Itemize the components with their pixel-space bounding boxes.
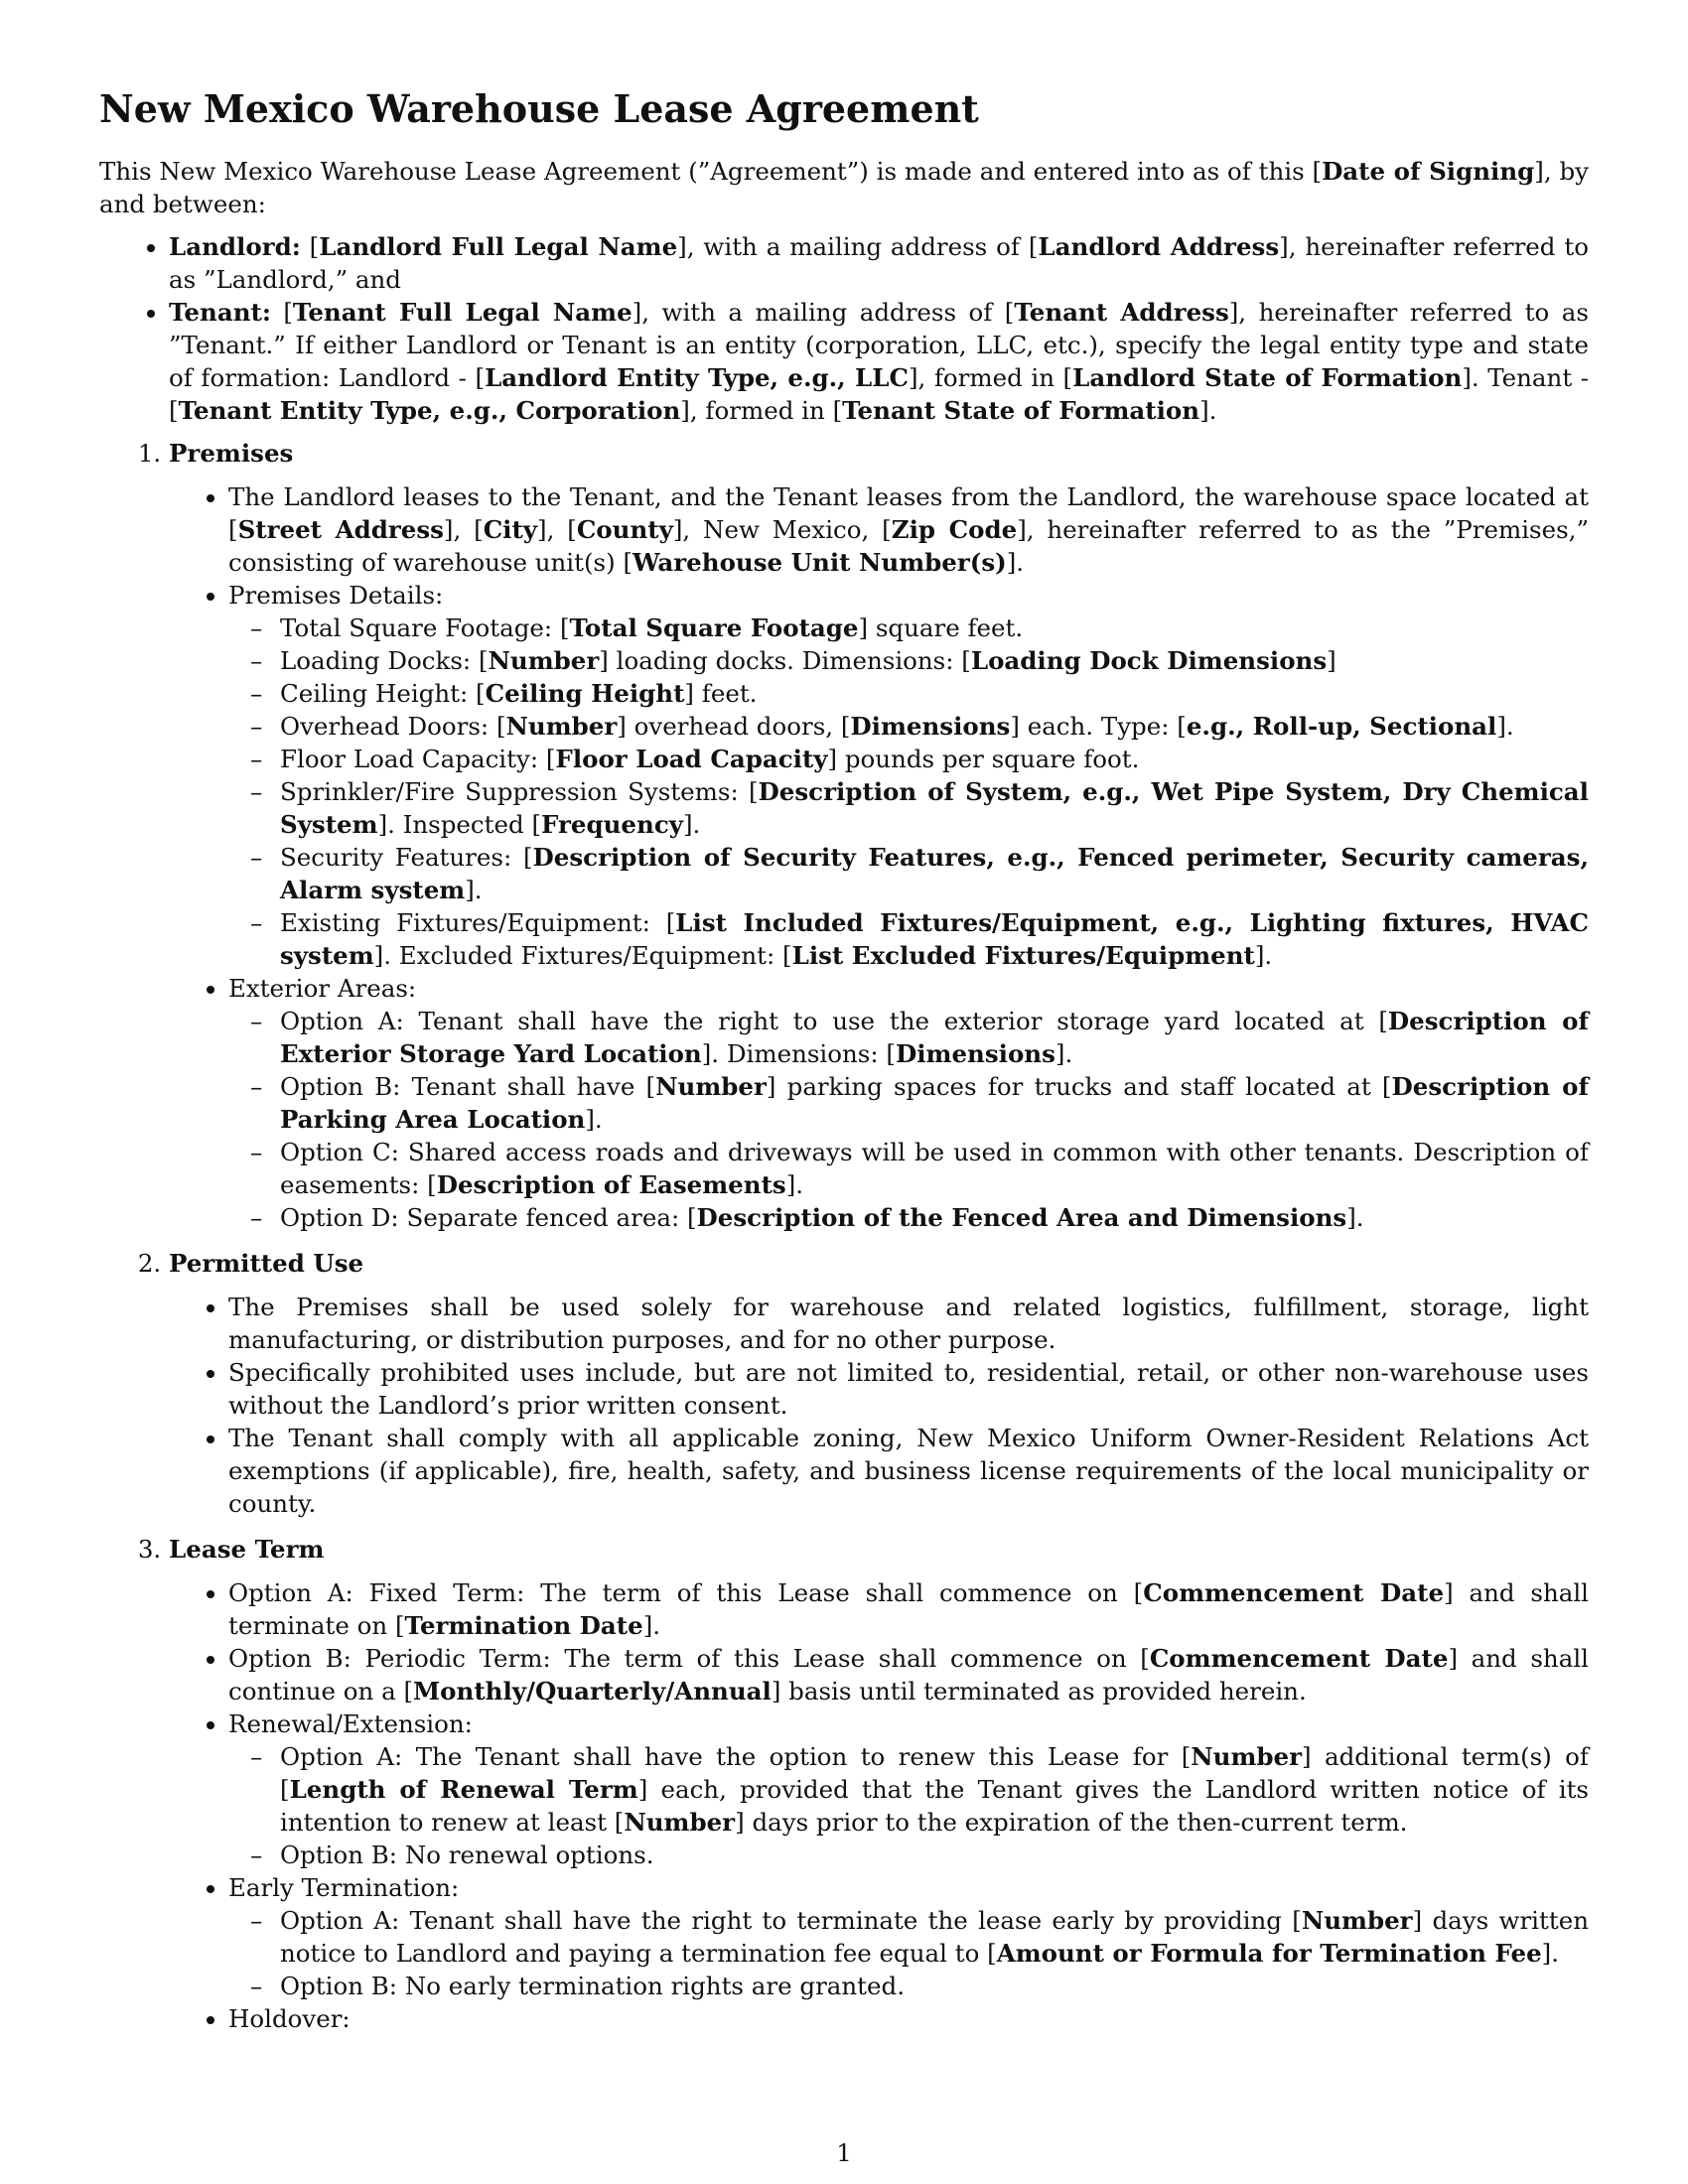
field-tenant-name: Tenant Full Legal Name: [292, 298, 633, 327]
field-tenant-entity-type: Tenant Entity Type, e.g., Corporation: [178, 396, 681, 425]
intro-paragraph: This New Mexico Warehouse Lease Agreement (”Agreement”) is made and entered into as of this [Date of Signing], by and between:: [99, 157, 1589, 218]
document-body: [99, 85, 1589, 2035]
list-item: • The Premises shall be used solely for warehouse and related logistics, fulfillment, storage, light manufacturing, or distribution purposes, and for no other purpose.: [228, 1291, 1589, 1356]
list-item: – Option A: Tenant shall have the right to use the exterior storage yard located at [Description of Exterior Storage Yard Location]. Dimensions: [Dimensions].: [280, 1005, 1589, 1070]
document-title: New Mexico Warehouse Lease Agreement: [99, 86, 979, 131]
page-number: 1: [836, 2138, 852, 2167]
list-item: – Total Square Footage: [Total Square Footage] square feet.: [280, 612, 1589, 644]
renewal-extension: • Renewal/Extension: – Option A: The Tenant shall have the option to renew this Lease for [Number] additional term(s) of [Length of Renewal Term] each, provided that the Tenant gives the Landlord written notice of its intention to renew at least [Number] days prior to the expiration of the then-current term. – Option B: No renewal options.: [228, 1707, 1589, 1871]
list-item: – Existing Fixtures/Equipment: [List Included Fixtures/Equipment, e.g., Lighting fixtures, HVAC system]. Excluded Fixtures/Equipment: [List Excluded Fixtures/Equipment].: [280, 906, 1589, 972]
holdover: • Holdover:: [228, 2002, 1589, 2035]
field-landlord-address: Landlord Address: [1038, 232, 1280, 261]
parties-list: [99, 230, 1589, 427]
section-permitted-use: [169, 1247, 1589, 1520]
party-tenant: • Tenant: [Tenant Full Legal Name], with a mailing address of [Tenant Address], hereinafter referred to as ”Tenant.” If either Landlord or Tenant is an entity (corporation, LLC, etc.), specify the legal entity type and state of formation: Landlord - [Landlord Entity Type, e.g., LLC], formed in [Landlord State of Formation]. Tenant - [Tenant Entity Type, e.g., Corporation], formed in [Tenant State of Formation].: [169, 296, 1589, 427]
early-termination: • Early Termination: – Option A: Tenant shall have the right to terminate the lease early by providing [Number] days written notice to Landlord and paying a termination fee equal to [Amount or Formula for Termination Fee]. – Option B: No early termination rights are granted.: [228, 1871, 1589, 2002]
list-item: – Sprinkler/Fire Suppression Systems: [Description of System, e.g., Wet Pipe System, Dry Chemical System]. Inspected [Frequency].: [280, 775, 1589, 841]
list-item: – Ceiling Height: [Ceiling Height] feet.: [280, 677, 1589, 710]
list-item: – Option A: Tenant shall have the right to terminate the lease early by providing [Number] days written notice to Landlord and paying a termination fee equal to [Amount or Formula for Termination Fee].: [280, 1904, 1589, 1970]
list-item: – Option D: Separate fenced area: [Description of the Fenced Area and Dimensions].: [280, 1201, 1589, 1234]
field-date-of-signing: Date of Signing: [1322, 157, 1535, 186]
exterior-areas: • Exterior Areas: – Option A: Tenant shall have the right to use the exterior storage yard located at [Description of Exterior Storage Yard Location]. Dimensions: [Dimensions]. – Option B: Tenant shall have [Number] parking spaces for trucks and staff located at [Description of Parking Area Location]. – Option C: Shared access roads and driveways will be used in common with other tenants. Description of easements: [Description of Easements]. – Option D: Separate fenced area: [Description of the Fenced Area and Dimensions].: [228, 972, 1589, 1234]
list-item: • Specifically prohibited uses include, but are not limited to, residential, retail, or other non-warehouse uses without the Landlord’s prior written consent.: [228, 1356, 1589, 1422]
list-item: – Option B: No renewal options.: [280, 1839, 1589, 1871]
list-item: – Floor Load Capacity: [Floor Load Capacity] pounds per square foot.: [280, 743, 1589, 775]
sections-list: [99, 437, 1589, 2035]
section-title: 3. Lease Term: [169, 1535, 325, 1564]
field-landlord-name: Landlord Full Legal Name: [319, 232, 678, 261]
field-landlord-state: Landlord State of Formation: [1072, 363, 1463, 392]
section-lease-term: [169, 1533, 1589, 2035]
list-item: – Overhead Doors: [Number] overhead doors, [Dimensions] each. Type: [e.g., Roll-up, Sectional].: [280, 710, 1589, 743]
list-item: – Loading Docks: [Number] loading docks. Dimensions: [Loading Dock Dimensions]: [280, 644, 1589, 677]
list-item: – Option A: The Tenant shall have the option to renew this Lease for [Number] additional term(s) of [Length of Renewal Term] each, provided that the Tenant gives the Landlord written notice of its intention to renew at least [Number] days prior to the expiration of the then-current term.: [280, 1740, 1589, 1839]
list-item: – Security Features: [Description of Security Features, e.g., Fenced perimeter, Security cameras, Alarm system].: [280, 841, 1589, 906]
field-tenant-address: Tenant Address: [1014, 298, 1229, 327]
field-landlord-entity-type: Landlord Entity Type, e.g., LLC: [485, 363, 909, 392]
list-item: – Option C: Shared access roads and driveways will be used in common with other tenants. Description of easements: [Description of Easements].: [280, 1136, 1589, 1201]
party-landlord: • Landlord: [Landlord Full Legal Name], with a mailing address of [Landlord Address], hereinafter referred to as ”Landlord,” and: [169, 230, 1589, 296]
section-premises: [169, 437, 1589, 1234]
section-title: 1. Premises: [169, 439, 294, 468]
field-tenant-state: Tenant State of Formation: [842, 396, 1200, 425]
list-item: • The Tenant shall comply with all applicable zoning, New Mexico Uniform Owner-Resident Relations Act exemptions (if applicable), fire, health, safety, and business license requirements of the local municipality or county.: [228, 1422, 1589, 1520]
section-title: 2. Permitted Use: [169, 1249, 364, 1278]
premises-details: • Premises Details: – Total Square Footage: [Total Square Footage] square feet. – Loading Docks: [Number] loading docks. Dimensions: [Loading Dock Dimensions] – Ceiling Height: [Ceiling Height] feet. – Overhead Doors: [Number] overhead doors, [Dimensions] each. Type: [e.g., Roll-up, Sectional]. – Floor Load Capacity: [Floor Load Capacity] pounds per square foot. – Sprinkler/Fire Suppression Systems: [Description of System, e.g., Wet Pipe System, Dry Chemical System]. Inspected [Frequency]. – Security Features: [Description of Security Features, e.g., Fenced perimeter, Security cameras, Alarm system]. – Existing Fixtures/Equipment: [List Included Fixtures/Equipment, e.g., Lighting fixtures, HVAC system]. Excluded Fixtures/Equipment: [List Excluded Fixtures/Equipment].: [228, 579, 1589, 972]
list-item: – Option B: Tenant shall have [Number] parking spaces for trucks and staff located at [Description of Parking Area Location].: [280, 1070, 1589, 1136]
list-item: – Option B: No early termination rights are granted.: [280, 1970, 1589, 2002]
premises-lease-clause: • The Landlord leases to the Tenant, and the Tenant leases from the Landlord, the warehouse space located at [Street Address], [City], [County], New Mexico, [Zip Code], hereinafter referred to as the ”Premises,” consisting of warehouse unit(s) [Warehouse Unit Number(s)].: [228, 480, 1589, 579]
list-item: • Option B: Periodic Term: The term of this Lease shall commence on [Commencement Date] and shall continue on a [Monthly/Quarterly/Annual] basis until terminated as provided herein.: [228, 1642, 1589, 1707]
list-item: • Option A: Fixed Term: The term of this Lease shall commence on [Commencement Date] and shall terminate on [Termination Date].: [228, 1576, 1589, 1642]
